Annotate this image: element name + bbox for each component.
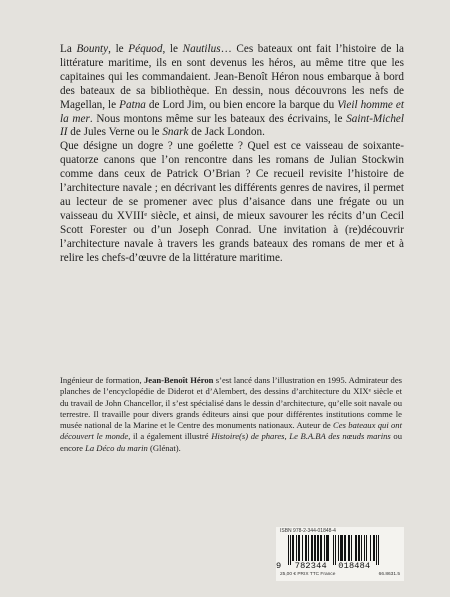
barcode-digits-left: 782344: [294, 561, 327, 571]
back-cover-blurb: [60, 43, 404, 266]
price-line: [280, 572, 400, 577]
author-bio: [60, 375, 402, 454]
isbn-label: ISBN 978-2-344-01848-4: [280, 528, 336, 534]
blurb-paragraph-2: Que désigne un dogre ? une goélette ? Quel est ce vaisseau de soixante-quatorze canons que l’on rencontre dans les romans de Julian Stockwin comme dans ceux de Patrick O’Brian ? Ce recueil revisite l’histoire de l’architecture navale ; en décrivant les différents genres de navires, il permet au lecteur de se promener avec plus d’aisance dans une frégate ou un vaisseau du XVIIIe siècle, et ainsi, de mieux savourer les récits d’un Cecil Scott Forester ou d’un Joseph Conrad. Une invitation à (re)découvrir l’architecture navale à travers les grands bateaux des romans de mer et à relire les chefs-d’œuvre de la littérature maritime.: [60, 140, 404, 264]
author-bio-paragraph: Ingénieur de formation, Jean-Benoît Héron s’est lancé dans l’illustration en 1995. Admirateur des planches de l’encyclopédie de Diderot et d’Alembert, des dessins d’architecture du XIXe siècle et du travail de John Chancellor, il s’est spécialisé dans le dessin d’architecture, qu’elle soit navale ou terrestre. Il travaille pour divers grands éditeurs ainsi que pour différentes institutions comme le musée national de la Marine et le Centre des monuments nationaux. Auteur de Ces bateaux qui ont découvert le monde, il a également illustré Histoire(s) de phares, Le B.A.BA des nœuds marins ou encore La Déco du marin (Glénat).: [60, 375, 403, 453]
reference-code: 66.8631.5: [378, 572, 400, 577]
barcode-block: [276, 527, 404, 581]
barcode-digits-right: 018484: [338, 561, 371, 571]
barcode-digits: [276, 561, 400, 571]
blurb-paragraph-1: La Bounty, le Péquod, le Nautilus… Ces bateaux ont fait l’histoire de la littérature maritime, ils en sont devenus les héros, au même titre que les capitaines qui les commandaient. Jean-Benoît Héron nous embarque à bord des bateaux de sa bibliothèque. En dessin, nous découvrons les nefs de Magellan, le Patna de Lord Jim, ou bien encore la barque du Vieil homme et la mer. Nous montons même sur les bateaux des écrivains, le Saint-Michel II de Jules Verne ou le Snark de Jack London.: [60, 43, 405, 139]
barcode-digit-first: 9: [276, 561, 282, 571]
price-label: 25,00 € PRIX TTC France: [280, 572, 336, 577]
